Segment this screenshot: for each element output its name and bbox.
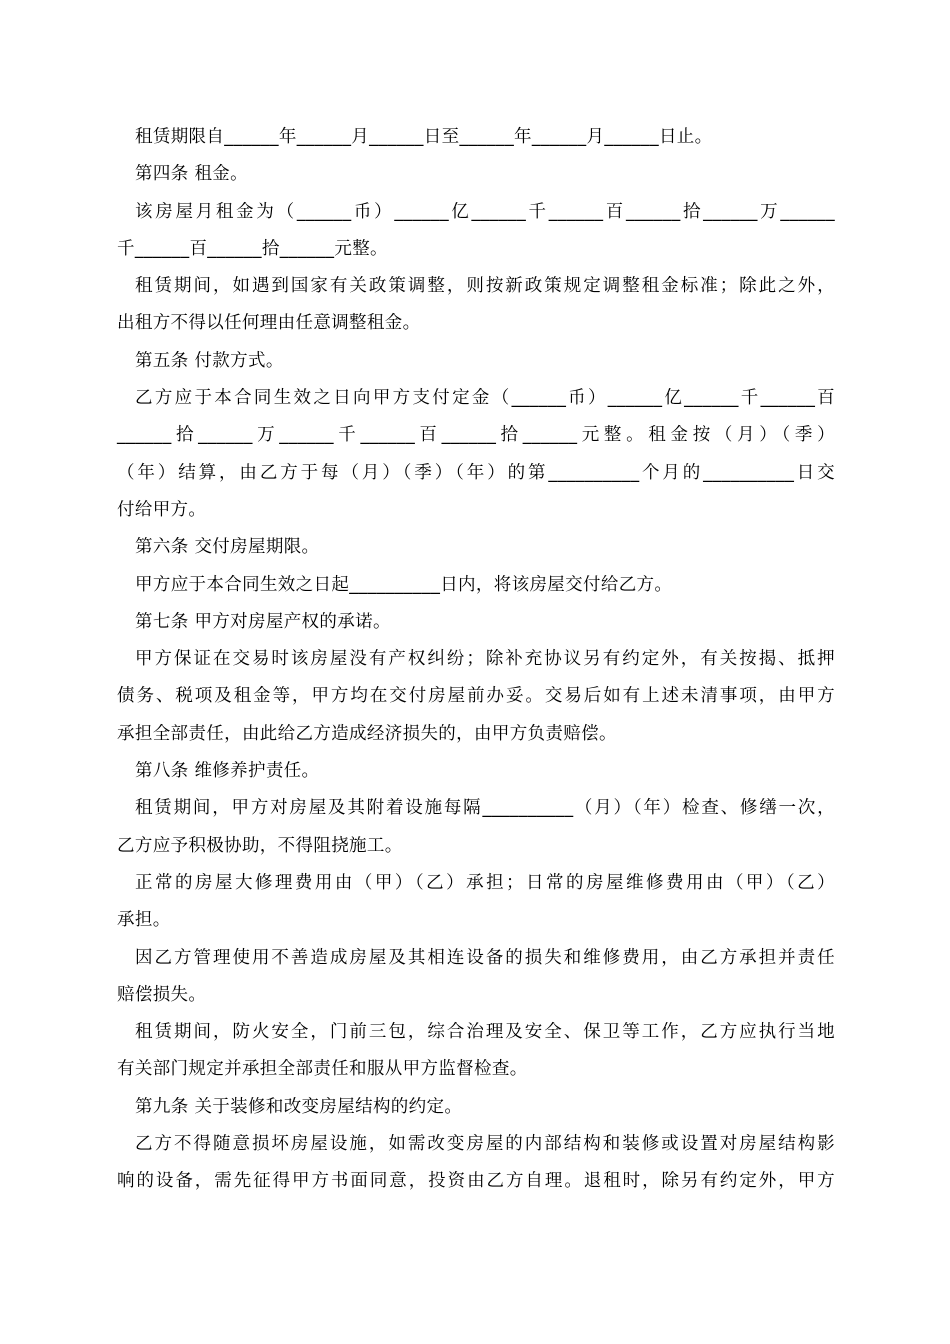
document-body xyxy=(117,119,835,1201)
safety-duty-line-1: 租赁期间，防火安全，门前三包，综合治理及安全、保卫等工作，乙方应执行当地 xyxy=(135,1022,835,1043)
article-5-heading: 第五条 付款方式。 xyxy=(135,350,284,371)
rent-adjustment-line-1: 租赁期间，如遇到国家有关政策调整，则按新政策规定调整租金标准；除此之外， xyxy=(135,276,835,297)
damage-liability-line-2: 赔偿损失。 xyxy=(117,984,207,1005)
damage-liability-line-1: 因乙方管理使用不善造成房屋及其相连设备的损失和维修费用，由乙方承担并责任 xyxy=(135,947,835,968)
delivery-term-line: 甲方应于本合同生效之日起__________日内，将该房屋交付给乙方。 xyxy=(135,574,673,595)
safety-duty-line-2: 有关部门规定并承担全部责任和服从甲方监督检查。 xyxy=(117,1059,528,1080)
article-8-heading: 第八条 维修养护责任。 xyxy=(135,761,320,782)
maintenance-line-1: 租赁期间，甲方对房屋及其附着设施每隔__________（月）（年）检查、修缮一次， xyxy=(135,798,835,819)
title-warranty-line-3: 承担全部责任，由此给乙方造成经济损失的，由甲方负责赔偿。 xyxy=(117,723,617,744)
lease-term-line: 租赁期限自______年______月______日至______年______月______日止。 xyxy=(135,127,713,147)
rent-amount-line-1: 该房屋月租金为（______币）______亿______千______百______拾______万______ xyxy=(135,201,835,222)
repair-cost-line-1: 正常的房屋大修理费用由（甲）（乙）承担；日常的房屋维修费用由（甲）（乙） xyxy=(135,872,835,893)
title-warranty-line-2: 债务、税项及租金等，甲方均在交付房屋前办妥。交易后如有上述未清事项，由甲方 xyxy=(117,686,835,707)
deposit-line-1: 乙方应于本合同生效之日向甲方支付定金（______币）______亿______千______百 xyxy=(135,388,835,409)
maintenance-line-2: 乙方应予积极协助，不得阻挠施工。 xyxy=(117,835,403,856)
article-7-heading: 第七条 甲方对房屋产权的承诺。 xyxy=(135,611,391,632)
rent-amount-line-2: 千______百______拾______元整。 xyxy=(117,238,388,259)
deposit-line-3: （年）结算，由乙方于每（月）（季）（年）的第__________个月的__________日交 xyxy=(117,462,835,483)
deposit-line-4: 付给甲方。 xyxy=(117,499,207,520)
rent-adjustment-line-2: 出租方不得以任何理由任意调整租金。 xyxy=(117,313,421,334)
article-9-heading: 第九条 关于装修和改变房屋结构的约定。 xyxy=(135,1096,463,1117)
repair-cost-line-2: 承担。 xyxy=(117,910,171,931)
article-6-heading: 第六条 交付房屋期限。 xyxy=(135,537,320,558)
renovation-line-1: 乙方不得随意损坏房屋设施，如需改变房屋的内部结构和装修或设置对房屋结构影 xyxy=(135,1134,835,1155)
deposit-line-2: ______拾______万______千______百______拾______元整。租金按（月）（季） xyxy=(117,425,835,446)
renovation-line-2: 响的设备，需先征得甲方书面同意，投资由乙方自理。退租时，除另有约定外，甲方 xyxy=(117,1171,835,1192)
title-warranty-line-1: 甲方保证在交易时该房屋没有产权纠纷；除补充协议另有约定外，有关按揭、抵押 xyxy=(135,649,835,670)
article-4-heading: 第四条 租金。 xyxy=(135,164,249,185)
